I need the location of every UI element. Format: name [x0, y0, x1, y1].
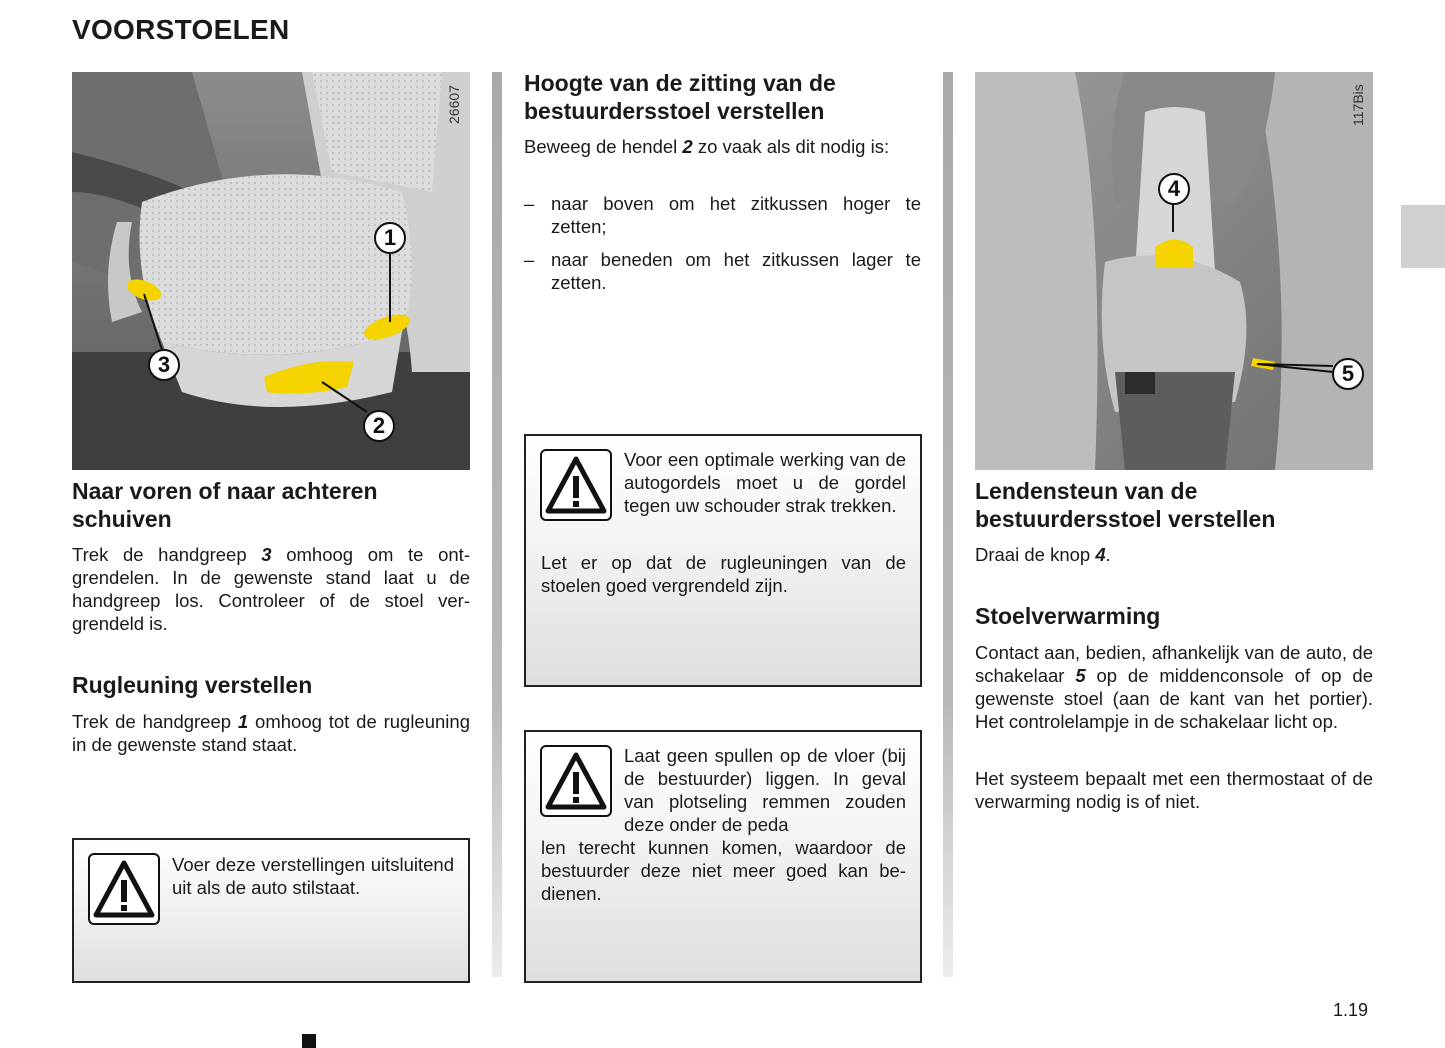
slide-instructions: Trek de handgreep 3 omhoog om te ontgrendelen. In de gewenste stand laat u de handgreep los. Controleer of de stoel vergrendeld is.: [72, 544, 470, 634]
warning-box-seatbelt: [524, 434, 922, 687]
section-heading-slide: Naar voren of naar achteren schuiven: [72, 478, 378, 532]
seat-heating-instructions: Contact aan, bedien, afhankelijk van de auto, de schakelaar 5 op de middenconsole of op de gewenste stoel (aan de kant van het portier). Het controlelampje in de schakelaar licht op.: [975, 642, 1373, 732]
photo-code-left: 26607: [446, 85, 462, 124]
lumbar-instructions: Draai de knop 4.: [975, 544, 1111, 565]
warning-triangle-icon: [88, 853, 160, 925]
list-item: – naar beneden om het zitkussen lager te zetten.: [524, 249, 921, 293]
chapter-side-tab: [1401, 205, 1445, 268]
list-item: – naar boven om het zitkussen hoger te zetten;: [524, 193, 921, 237]
callout-4: 4: [1158, 173, 1190, 205]
column-divider-right: [943, 72, 953, 977]
callout-3: 3: [148, 349, 180, 381]
seat-illustration: [72, 72, 470, 470]
seat-heating-thermostat: Het systeem bepaalt met een thermostaat of de verwarming nodig is of niet.: [975, 768, 1373, 812]
page-number: 1.19: [1333, 1000, 1369, 1020]
photo-code-right: 117Bis: [1350, 84, 1366, 126]
section-heading-backrest: Rugleuning verstellen: [72, 672, 313, 698]
warning-text-backrest-lock: Let er op dat de rugleuningen van de stoelen goed vergrendeld zijn.: [541, 552, 906, 596]
warning-box-floor: [524, 730, 922, 983]
lumbar-support-photo: [975, 72, 1373, 470]
seat-height-intro: Beweeg de hendel 2 zo vaak als dit nodig is:: [524, 136, 890, 157]
backrest-instructions: Trek de handgreep 1 omhoog tot de rugleuning in de gewenste stand staat.: [72, 711, 470, 755]
callout-2: 2: [363, 410, 395, 442]
print-mark: [302, 1034, 316, 1048]
warning-text-floor-a: Laat geen spullen op de vloer (bij de bestuurder) liggen. In geval van plotseling remmen zouden deze onder de peda: [624, 745, 906, 835]
warning-box-left: [72, 838, 470, 983]
column-divider-left: [492, 72, 502, 977]
page-title: VOORSTOELEN: [72, 14, 290, 45]
seat-adjustment-photo: [72, 72, 470, 470]
callout-5: 5: [1332, 358, 1364, 390]
console-illustration: [975, 72, 1373, 470]
section-heading-seat-height: Hoogte van de zitting van de bestuurdersstoel verstellen: [524, 70, 836, 124]
warning-text-seatbelt: Voor een optimale werking van de autogordels moet u de gordel tegen uw schouder strak trekken.: [624, 449, 906, 516]
warning-triangle-icon: [540, 449, 612, 521]
callout-1: 1: [374, 222, 406, 254]
warning-triangle-icon: [540, 745, 612, 817]
warning-text-floor-b: len terecht kunnen komen, waardoor de bestuurder deze niet meer goed kan bedienen.: [541, 837, 906, 904]
section-heading-lumbar: Lendensteun van de bestuurdersstoel verstellen: [975, 478, 1276, 532]
warning-text-left: Voer deze verstellingen uitsluitend uit als de auto stilstaat.: [172, 854, 454, 898]
section-heading-seat-heating: Stoelverwarming: [975, 603, 1161, 629]
